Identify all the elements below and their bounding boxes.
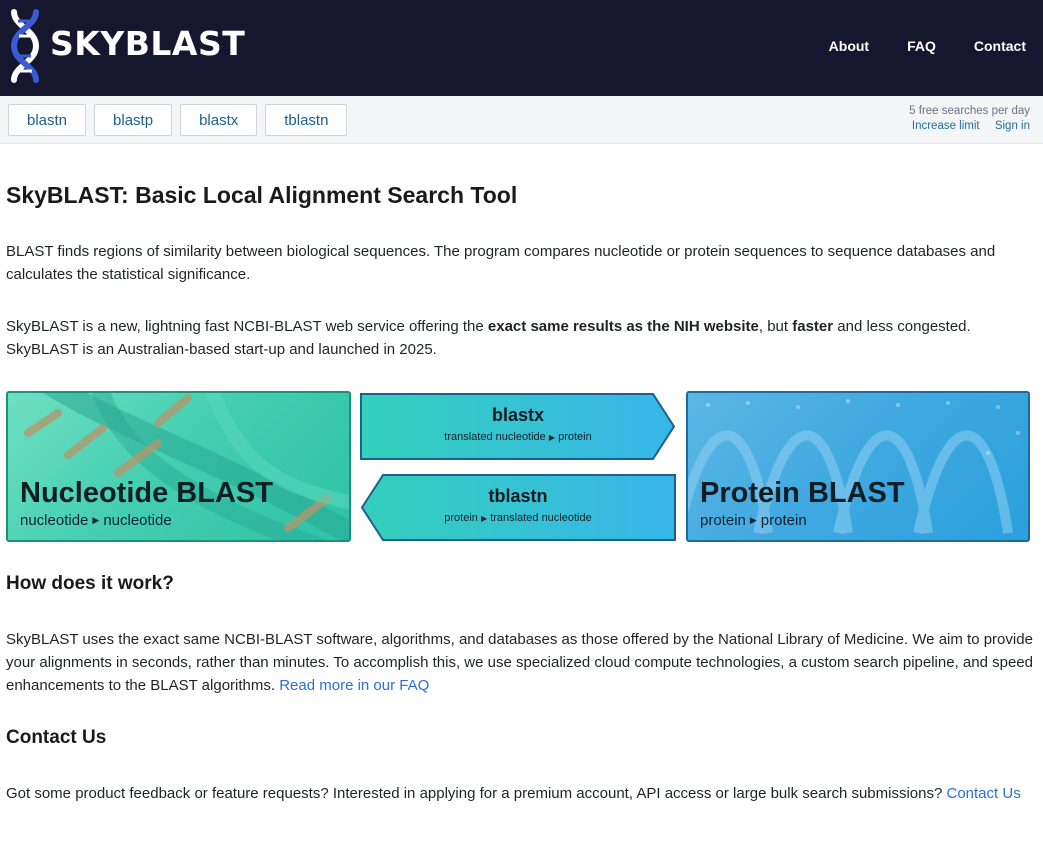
intro-paragraph: BLAST finds regions of similarity between biological sequences. The program compares nucleotide or protein sequences to sequence databases and calculates the statistical significance. [6, 243, 996, 283]
blastx-subtitle [359, 431, 677, 443]
contact-paragraph [6, 782, 1036, 805]
protein-card-from: protein [700, 512, 746, 529]
dna-helix-icon[interactable] [8, 8, 42, 83]
protein-card-title: Protein BLAST [700, 477, 905, 509]
nav-about-link[interactable]: About [828, 38, 870, 54]
blastx-to: protein [558, 431, 592, 443]
top-nav [791, 38, 1026, 54]
caret-right-icon: ▶ [480, 514, 488, 523]
tblastn-to: translated nucleotide [490, 512, 592, 524]
about-text-a: SkyBLAST is a new, lightning fast NCBI-BLAST web service offering the [6, 318, 488, 335]
tab-blastx[interactable]: blastx [180, 104, 257, 136]
blastx-title: blastx [491, 405, 545, 425]
site-header [0, 0, 1043, 96]
contact-heading: Contact Us [6, 727, 107, 748]
brand-name[interactable]: SKYBLAST [50, 24, 246, 63]
blastx-from: translated nucleotide [444, 431, 546, 443]
contact-us-link[interactable]: Contact Us [946, 785, 1021, 802]
about-text-e: and less congested. SkyBLAST is an Australian-based start-up and launched in 2025. [6, 318, 971, 358]
program-toolbar [0, 96, 1043, 144]
nucleotide-card-title: Nucleotide BLAST [20, 477, 273, 509]
nav-contact-link[interactable]: Contact [973, 38, 1026, 54]
protein-card-subtitle [700, 512, 807, 529]
tab-blastn[interactable]: blastn [8, 104, 86, 136]
about-text-emphasis-1: exact same results as the NIH website [487, 318, 759, 335]
page-title: SkyBLAST: Basic Local Alignment Search Tool [6, 182, 518, 208]
tblastn-subtitle [359, 512, 677, 524]
nucleotide-blast-card[interactable] [6, 391, 351, 542]
how-it-works-paragraph [6, 628, 1036, 697]
tblastn-arrow-card[interactable] [359, 473, 677, 542]
nucleotide-card-from: nucleotide [20, 512, 89, 529]
increase-limit-link[interactable]: Increase limit [911, 120, 980, 132]
caret-right-icon: ▶ [548, 433, 556, 442]
protein-blast-card[interactable] [686, 391, 1030, 542]
nucleotide-card-to: nucleotide [103, 512, 172, 529]
nucleotide-card-subtitle [20, 512, 172, 529]
about-paragraph [6, 315, 1036, 361]
caret-right-icon: ▶ [749, 515, 757, 525]
sign-in-link[interactable]: Sign in [994, 120, 1030, 132]
how-it-works-heading: How does it work? [6, 573, 174, 594]
caret-right-icon: ▶ [92, 515, 100, 525]
about-text-emphasis-2: faster [792, 318, 834, 335]
right-arrow-shape-icon [359, 392, 677, 461]
contact-text: Got some product feedback or feature requests? Interested in applying for a premium account, API access or large bulk search submissions? [6, 785, 947, 802]
program-tabs [8, 104, 355, 136]
read-more-faq-link[interactable]: Read more in our FAQ [279, 677, 430, 694]
tblastn-title: tblastn [488, 486, 548, 506]
nav-faq-link[interactable]: FAQ [907, 38, 936, 54]
protein-card-to: protein [760, 512, 807, 529]
tblastn-from: protein [444, 512, 478, 524]
free-searches-note: 5 free searches per day [909, 105, 1030, 117]
tab-tblastn[interactable]: tblastn [265, 104, 347, 136]
search-limits [900, 105, 1030, 132]
tab-blastp[interactable]: blastp [94, 104, 172, 136]
how-it-works-text: SkyBLAST uses the exact same NCBI-BLAST software, algorithms, and databases as those offered by the National Library of Medicine. We aim to provide your alignments in seconds, rather than minutes. To accomplish this, we use specialized cloud compute technologies, a custom search pipeline, and speed enhancements to the BLAST algorithms. [6, 631, 1033, 694]
left-arrow-shape-icon [359, 473, 677, 542]
about-text-c: , but [758, 318, 793, 335]
blastx-arrow-card[interactable] [359, 392, 677, 461]
